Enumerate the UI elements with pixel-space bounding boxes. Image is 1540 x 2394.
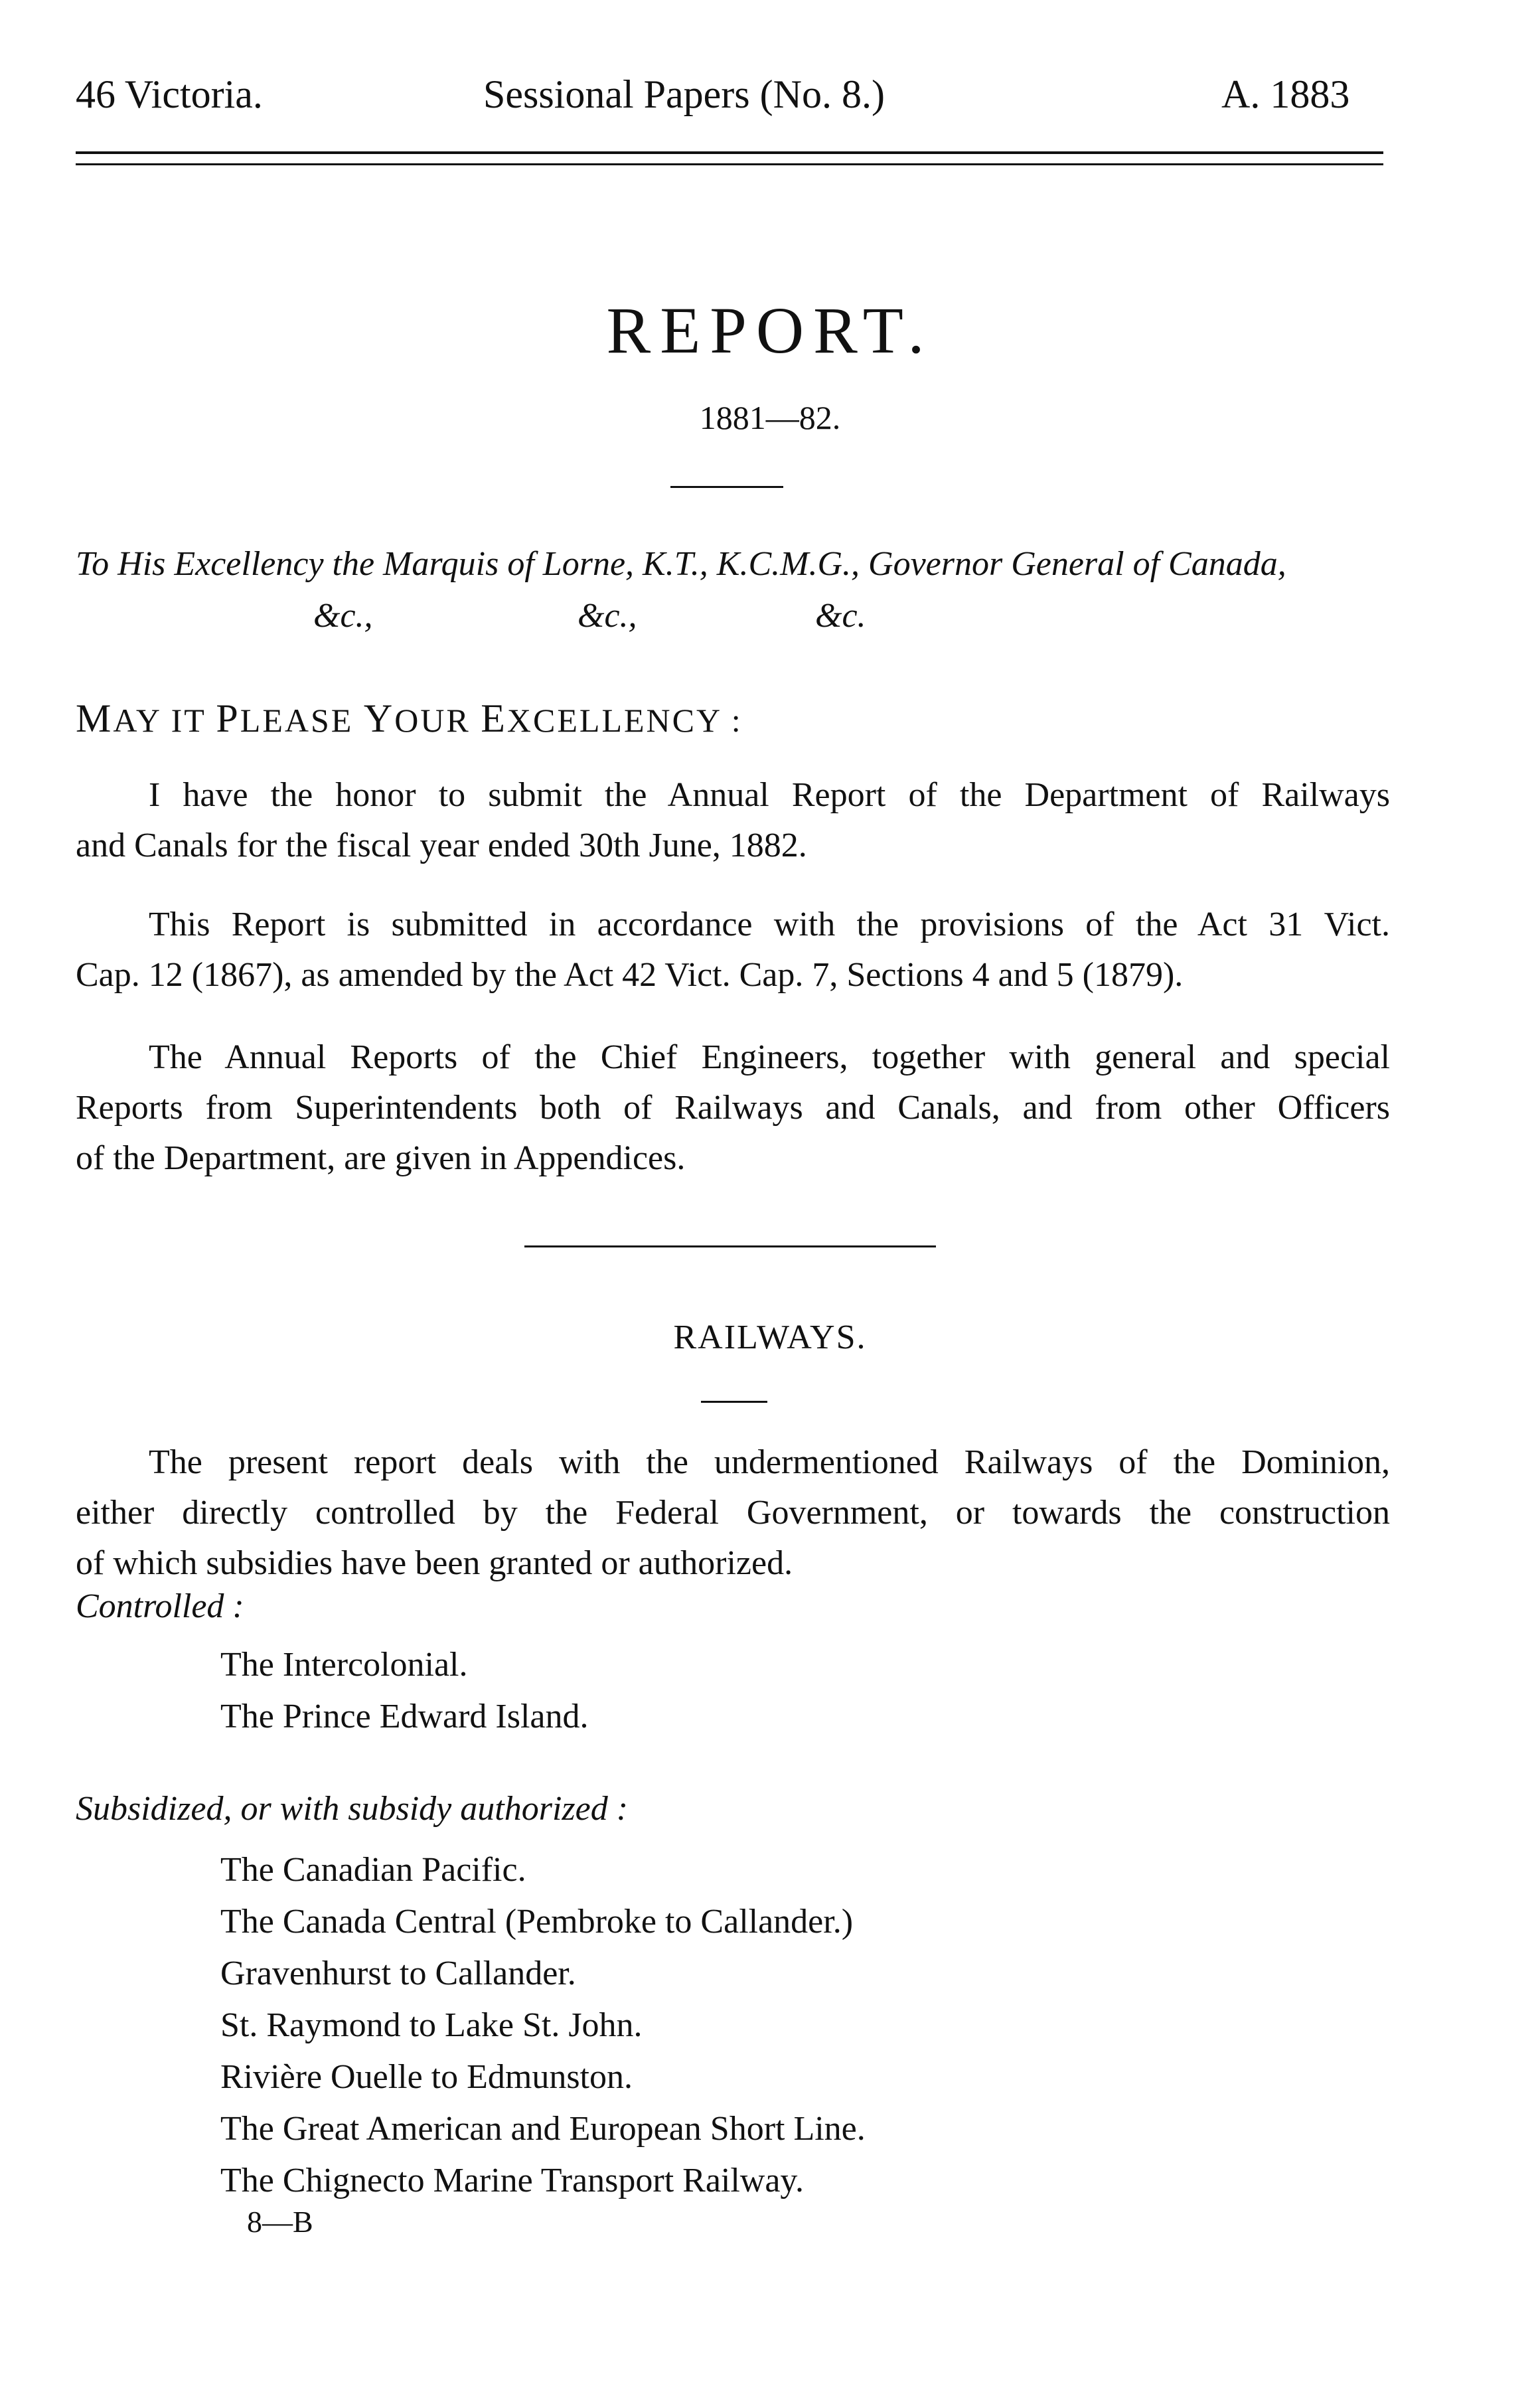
controlled-label: Controlled : (76, 1587, 244, 1625)
list-item: The Intercolonial. (220, 1646, 468, 1684)
address-etc-3: &c. (815, 597, 866, 635)
railways-heading: RAILWAYS. (673, 1318, 867, 1356)
header-rule-top (76, 151, 1383, 154)
header-year: A. 1883 (1221, 72, 1350, 116)
subsidized-label: Subsidized, or with subsidy authorized : (76, 1790, 629, 1828)
paragraph-act: This Report is submitted in accordance with the provisions of the Act 31 Vict. Cap. 12 (1867), as amended by the Act 42 Vict. Cap. 7, Sections 4 and 5 (1879). (76, 906, 1390, 994)
header-sessional-papers: Sessional Papers (No. 8.) (483, 72, 885, 116)
address-etc-2: &c., (578, 597, 637, 635)
list-item: Rivière Ouelle to Edmunston. (220, 2058, 633, 2096)
list-item: The Canada Central (Pembroke to Callander.) (220, 1903, 854, 1941)
list-item: The Chignecto Marine Transport Railway. (220, 2162, 805, 2199)
header-volume: 46 Victoria. (76, 72, 263, 116)
address-etc-1: &c., (313, 597, 373, 635)
section-divider (524, 1245, 936, 1247)
list-item: The Prince Edward Island. (220, 1698, 589, 1735)
header-rule-bottom (76, 163, 1383, 165)
paragraph-railways: The present report deals with the undermentioned Railways of the Dominion, either directly controlled by the Federal Government, or towards the construction of which subsidies have been granted or authorized. (76, 1443, 1390, 1582)
list-item: St. Raymond to Lake St. John. (220, 2006, 643, 2044)
signature-mark: 8—B (247, 2205, 313, 2239)
list-item: Gravenhurst to Callander. (220, 1955, 576, 1992)
paragraph-appendices: The Annual Reports of the Chief Engineers, together with general and special Reports from Superintendents both of Railways and Canals, and from other Officers of the Department, are given in Appendices. (76, 1038, 1390, 1177)
address-line: To His Excellency the Marquis of Lorne, K.T., K.C.M.G., Governor General of Canada, (76, 545, 1286, 583)
report-years: 1881—82. (699, 399, 841, 436)
salutation: MAY IT PLEASE YOUR EXCELLENCY : (76, 696, 743, 740)
title-divider (670, 486, 783, 488)
list-item: The Canadian Pacific. (220, 1851, 526, 1889)
report-title: REPORT. (606, 293, 934, 367)
paragraph-submission: I have the honor to submit the Annual Report of the Department of Railways and Canals for the fiscal year ended 30th June, 1882. (76, 776, 1390, 864)
list-item: The Great American and European Short Line. (220, 2110, 866, 2148)
railways-divider (701, 1401, 767, 1403)
